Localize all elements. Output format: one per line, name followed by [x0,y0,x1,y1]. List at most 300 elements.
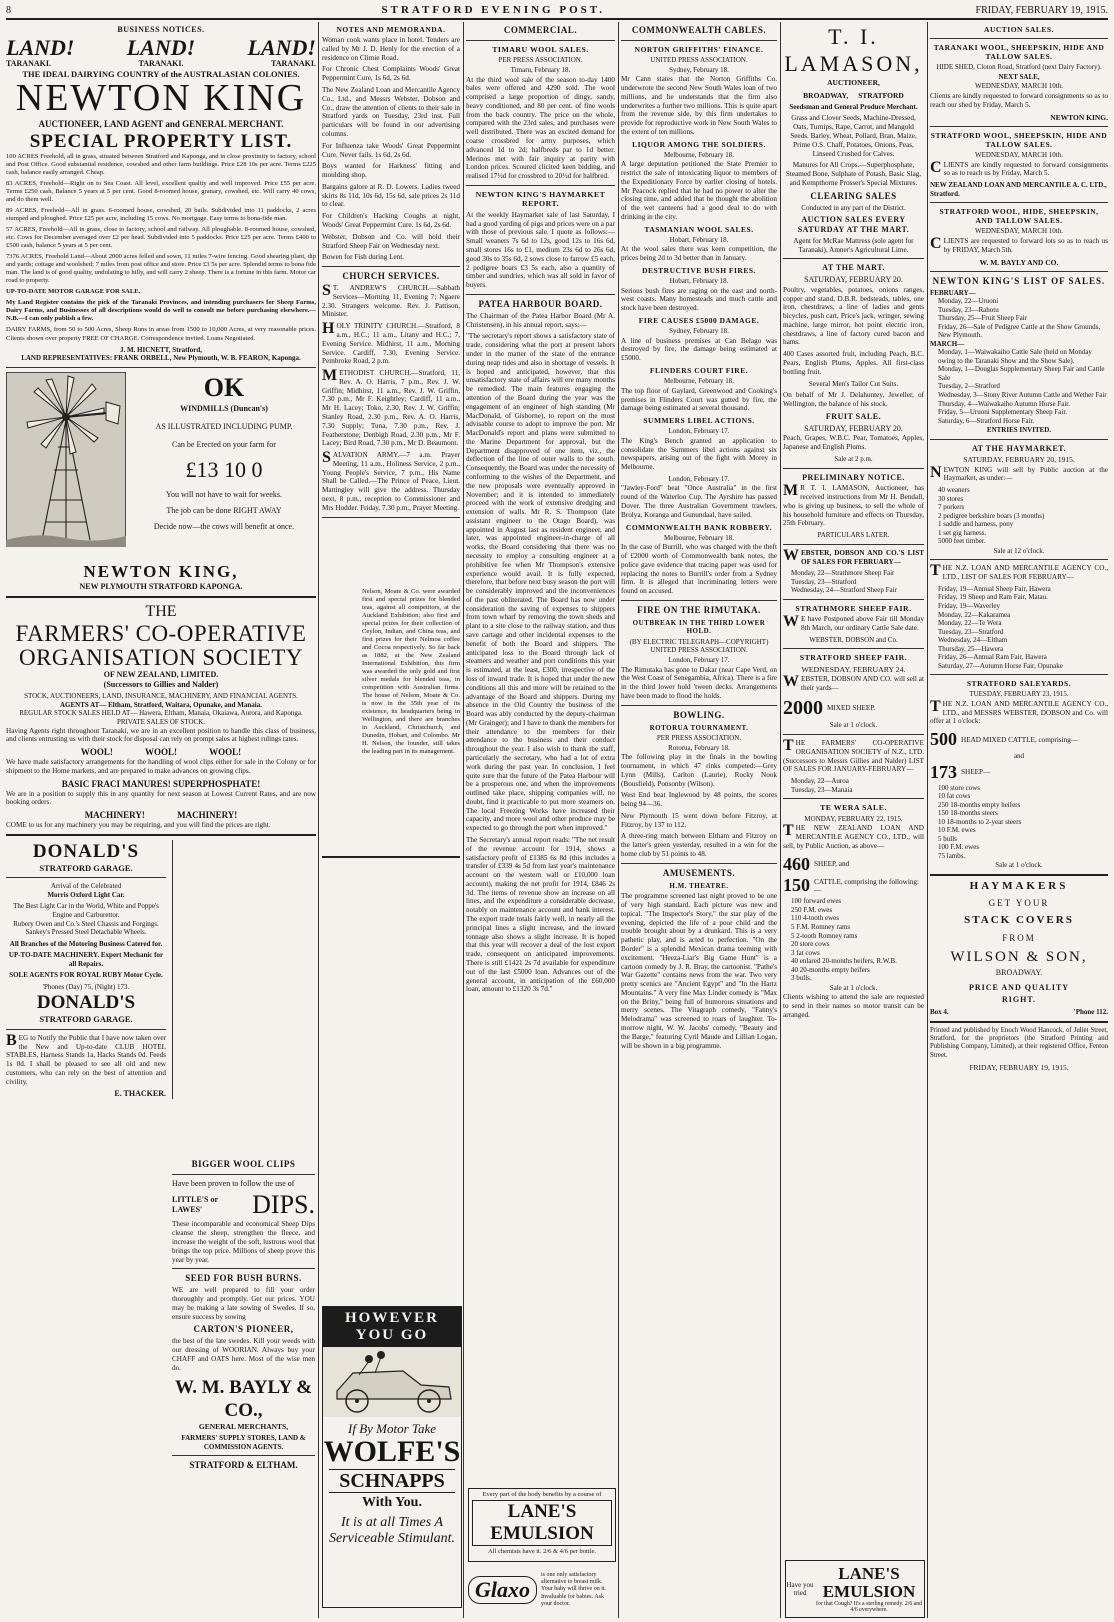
flinders-dateline: Melbourne, February 18. [664,377,734,386]
divider [783,734,924,735]
bush-fires-dateline: Hobart, February 18. [669,277,729,286]
divider [322,517,460,518]
stock-item: 250 F.M. ewes [791,905,833,914]
nk-february-list [930,297,1108,340]
divider [783,599,924,600]
te-wera-body: THE NEW ZEALAND LOAN AND MERCANTILE AGENCY CO., LTD., will sell, by Public Auction, as above— [783,822,924,850]
seed-heading: SEED FOR BUSH BURNS. [185,1273,302,1284]
nelson-notice [322,588,460,757]
column-auction-sales [930,22,1108,1618]
nelson-text: Nelson, Moate & Co. were awarded first and special prizes for blended teas, against all competitors, at the Auckland Exhibition; also first and special prizes for their collection of Ceylon, Indian, and China teas, and first prizes for their Nelmoa coffee and Cocoa respectively. So far back as 1882, at the New Zealand International Exhibition, this firm was awarded the only gold and first silver medals for blended teas, in competition with Australian firms. The house of Nelson, Moate & Co. is now in the 35th year of its existence, its headquarters being in Wellington, and there are branches in Auckland, Christchurch, and Dunedin, Hobart, and Colombo. Mr H. Nelson, the founder, still takes the leading part in its management. [362,587,460,756]
divider [930,126,1108,127]
nk-sales-heading: NEWTON KING'S LIST OF SALES. [932,275,1106,286]
bowling-dateline: Rotorua, February 18. [668,743,730,752]
donalds-line: Arrival of the Celebrated [50,882,122,891]
sale-item: Tuesday, 23—Manaia [791,785,853,794]
bayly-wool-signature: W. M. BAYLY AND CO. [979,257,1059,267]
haymarket-report-body: At the weekly Haymarket sale of last Saturday, I had a good yarding of pigs and prices were on a par with those of previous sale. I quote as follows:—Small weaners 7s 6d to 12s, good 12s to 16s 6d, small stores 16s to £1, medium 23s 6d to 26s 6d, good 30s to 35s 6d, 2 sows close to farrow £5 each, 2 pedigree boars £3 5s each, also a quantity of timber and sundries, which was all sold in favor of buyers. [466,210,615,290]
preliminary-heading: PRELIMINARY NOTICE. [802,472,905,482]
divider [783,798,924,799]
lanes-bottom: All chemists have it. 2/6 & 4/6 per bottle. [488,1548,596,1555]
sale-item: Wednesday, 3—Stony River Autumn Cattle and Wether Fair [938,391,1107,400]
saleyards-time: Sale at 1 o'clock. [995,861,1043,870]
strathmore-heading: STRATHMORE SHEEP FAIR. [795,603,912,613]
divider [6,1029,166,1030]
stock-item: 100 store cows [938,783,980,792]
thacker-signature: E. THACKER. [114,1089,166,1099]
stock-item: 30 stores [938,494,964,503]
auction-sales-heading: AUCTION SALES. [984,25,1054,34]
newton-king-footer: NEWTON KING, [83,561,239,581]
column-rule [780,22,781,1618]
sale-item: Friday, 26—Sale of Pedigree Cattle at the Show Grounds, New Plymouth. [938,322,1101,340]
sale-item: Friday, 19 Sheep and Ram Fair, Matau. [938,593,1048,602]
libel-dateline: London, February 17. [668,427,730,436]
note-item: Bowen for Fish during Lent. [322,253,405,262]
land-word: LAND! [6,34,75,60]
lanes-top: Every part of the body benefits by a course of [482,1491,602,1498]
stock-item: 1 saddle and harness, pony [938,520,1014,529]
agent-signature: J. M. HICNETT, Stratford, [119,345,203,354]
box-number: Box 4. [930,1008,949,1017]
taranaki-sale-body: Clients are kindly requested to forward consignments so as to reach our shed by Friday, March 5. [930,92,1108,109]
divider [466,40,615,41]
stock-item: 2 pedigree berkshire boars (3 months) [938,511,1045,520]
divider [466,294,615,295]
divider [322,266,460,267]
divider [930,271,1108,272]
lanes-emulsion-ad-small [468,1488,616,1562]
machinery-heading: MACHINERY! MACHINERY! [84,810,238,821]
stock-item: 5 bulls [938,834,957,843]
column-cables [621,22,777,1618]
lanes-brand-large: LANE'S EMULSION [822,1564,916,1601]
fcos-sales [783,777,924,794]
bush-fires-body: Serious bush fires are raging on the east and north-west coasts. Many homesteads and much cattle and stock have been destroyed. [621,286,777,313]
sale-item: Tuesday, 2—Stratford [938,382,1000,391]
timaru-body: At the third wool sale of the season to-day 1400 bales were offered and 4290 sold. The wool comprised a large proportion of dingy, sandy, heavy conditioned, and 80 per cent. of fine wools from the back country. The price on the whole, compared with the 23rd sales, and purchases were well distributed. There was an excited demand for coarse crossbred for army purposes, which advanced 1d to 2d; halfbreds par to 1d better. Merinos met with fair inquiry at parity with London prices. Scoured clicited keen bidding, and realised 17½d for crossbred to 20½d for halfbred. [466,75,615,181]
norton-body: Mr Cann states that the Norton Griffiths Co. underwrote the second New South Wales loan of two millions, and he understands that the firm also underwrites a further two millions. This is quite apart from the revenue side, by this firm undertakes to provide for reproductive work in New South Wales to the extent of ten millions. [621,75,777,136]
however-banner: HOWEVER YOU GO [323,1307,461,1347]
saleyards-heading: STRATFORD SALEYARDS. [966,679,1072,689]
windmills-heading: WINDMILLS (Duncan's) [180,404,268,414]
donalds-garage-ad [6,840,166,1099]
clients-transit: Clients wishing to attend the sale are requested to send in their names so motor transit can be arranged. [783,993,924,1019]
stock-item: 110 4-tooth ewes [791,914,839,923]
clearing-sales-heading: CLEARING SALES [810,190,897,201]
haymarket-report-heading: NEWTON KING'S HAYMARKET REPORT. [475,189,606,209]
hide-shed: HIDE SHED, Cloton Road, Stratford (next Dairy Factory). [936,63,1102,72]
nk-march-list [930,348,1108,425]
stock-item: 250 18-months empty heifers [938,800,1021,809]
fcos-the: THE [145,603,177,621]
seed-body: WE are well prepared to fill your order thoroughly and promptly. Get our prices. YOU may be making a late sowing of Swedes. If so, ensure success by sowing [172,1286,315,1321]
ok-heading: OK [203,372,245,402]
liquor-heading: LIQUOR AMONG THE SOLDIERS. [632,139,766,149]
taranaki-word: TARANAKI. [138,58,184,68]
basic-body: We are in a position to supply this in any quantity for next season at Lowest Current Rates, and are now booking orders. [6,789,316,807]
stratford-sheep-fair-heading: STRATFORD SHEEP FAIR. [799,653,908,663]
fire-damage-body: A line of business premises at Can Belago was destroyed by fire, the damage being estimated at £5000. [621,336,777,363]
lamason-role: AUCTIONEER, [827,77,880,87]
bayly-wool-body: CLIENTS are requested to forward lots so as to reach us by FRIDAY, March 5th. [930,234,1108,254]
sale-item: Monday, 1—Waiwakaiho Cattle Sale (held on Monday owing to the Taranaki Show and the Show Sale). [938,348,1092,365]
sale-item: Friday, 26—Annual Ram Fair, Hawera [938,653,1047,662]
preliminary-later: PARTICULARS LATER. [817,531,890,540]
wool-clips-intro: Have been proven to follow the use of [172,1178,295,1188]
masthead [6,2,1108,20]
decide-note: Decide now—the cows will benefit at once. [153,521,295,531]
stock-item: 10 18-months to 2-year steers [938,817,1022,826]
stock-item: 100 F.M. ewes [938,843,980,852]
property-listing: 89 ACRES, Freehold—All in grass. 6-roomed house, cowshed, 20 bails. Subdivided into 11 paddocks, 2 acres stumped and ploughed. Price £25 per acre, including 15 cows. No mortgage. Easy terms to bona-fide man. [6,207,316,223]
page-number: 8 [6,4,11,16]
bayly-wool-date: WEDNESDAY, MARCH 10th. [975,227,1063,236]
newton-king-role: AUCTIONEER, LAND AGENT and GENERAL MERCHANT. [38,118,284,129]
windmill-price: £13 10 0 [185,457,263,483]
bowling-press: PER PRESS ASSOCIATION. [656,734,742,743]
sale-item: Tuesday, 23—Rahotu [938,305,999,314]
nzl-wool-body: CLIENTS are kindly requested to forward consignments so as to reach us by Friday, March 5. [930,158,1108,178]
dips-brand [172,1189,315,1221]
church-entry: HOLY TRINITY CHURCH.—Stratford, 8 a.m., H.C.; 11 a.m., Litany and H.C.; 7, Evening Service. Midhirst, 11 a.m., Morning Service. Cardiff, 7.30, Evening Service. Pembroke Road, 2 p.m. [322,320,460,366]
stock-item: 75 lambs. [938,851,966,860]
sale-item: Friday, 19—Waverley [938,602,1000,610]
te-wera-time: Sale at 1 o'clock. [829,983,878,992]
schnapps-word: SCHNAPPS [329,1469,455,1493]
lanes-brand: LANE'S EMULSION [472,1500,612,1546]
lamason-name: T. I. LAMASON, [784,24,923,76]
sheep-row [930,762,1108,784]
haymarket-list [930,486,1108,546]
phone-number: 'Phone 112. [1073,1008,1108,1017]
divider [783,648,924,649]
note-item: The New Zealand Loan and Mercantile Agency Co., Ltd., and Messrs Webster, Dobson and Co., draw the attention of clients to their sale in Stratford yards on Tuesday, 23rd inst. Full particulars will be found in our advertising columns. [322,86,460,138]
land-banner [6,34,316,60]
sale-item: Monday, 1—Douglas Supplementary Sheep Fair and Cattle Sale [938,365,1105,382]
fcos-regular-sales: REGULAR STOCK SALES HELD AT— Hawera, Eltham, Manaia, Okaiawa, Aurora, and Kaponga. PRIVATE SALES OF STOCK. [19,709,303,726]
divider [172,1174,315,1175]
wool-heading: WOOL! WOOL! WOOL! [80,747,242,758]
bowling-subheading: ROTORUA TOURNAMENT. [649,723,749,732]
fire-damage-dateline: Sydney, February 18. [669,327,729,336]
liquor-dateline: Melbourne, February 18. [664,150,734,159]
mixed-sheep-time: Sale at 1 o'clock. [829,721,878,730]
lower-ads-row [6,840,316,1099]
sale-item: Monday, 22—Strathmore Sheep Fair [791,569,895,578]
libel-heading: SUMMERS LIBEL ACTIONS. [643,416,755,426]
commercial-heading: COMMERCIAL. [503,25,578,35]
stock-item: 20 store cows [791,940,830,949]
rimutaka-telegraph: (BY ELECTRIC TELEGRAPH—COPYRIGHT) UNITED PRESS ASSOCIATION. [629,637,769,655]
garage-heading: STRATFORD GARAGE. [39,863,133,874]
from-word: FROM [1002,932,1036,943]
property-listing: 7376 ACRES, Freehold Land—About 2000 acres felled and sown, 11 miles 7-wire fencing. Good shearing plant, dip and yards; cottage and woolshed; 7 miles from post office and store. Price £3 5s per acre. Splendid terms to bona fide man. The land is of good quality, undulating to hilly, and will carry 2 sheep. There is a fortune in this farm. Motor car road to property. [6,253,316,285]
sheep-count: 173 [930,761,957,782]
donalds-line: Morris Oxford Light Car. [47,890,125,899]
auction-every-saturday: AUCTION SALES EVERY SATURDAY AT THE MART. [797,215,910,234]
tasmanian-dateline: Hobart, February 18. [669,235,729,244]
mixed-sheep-count: 2000 [783,697,823,720]
property-listing: 83 ACRES, Freehold—Right on to Sea Coast. All level, excellent quality and well improved. Price £55 per acre. Terms £250 cash, Balance 5 years at 5 per cent. Good 8-roomed house, granary, cowshed, etc. Will carry 40 cows, and do them well. [6,179,316,204]
saleyards-stock [930,784,1108,861]
dips-word: DIPS. [252,1189,315,1219]
newton-king-name: NEWTON KING [15,76,307,119]
wool-body: We have made satisfactory arrangements for the handling of wool clips either for sale in the Colony or for shipment to the Home markets, and are prepared to make advances on growing clips. [6,758,316,775]
broadway: BROADWAY. [995,968,1043,978]
flinders-heading: FLINDERS COURT FIRE. [649,366,749,376]
ideal-country: THE IDEAL DAIRYING COUNTRY of the AUSTRALASIAN COLONIES. [22,68,300,79]
te-wera-sheep-row [783,854,924,876]
sheep-label: SHEEP— [961,768,991,777]
windmill-illustration [6,372,126,547]
nzl-sales-list: THE N.Z. LOAN AND MERCANTILE AGENCY CO., LTD., LIST OF SALES FOR FEBRUARY— [930,562,1108,582]
stock-item: 5 F.M. Romney rams [791,923,851,932]
church-entry: SALVATION ARMY.—7 a.m. Prayer Meeting, 11 a.m., Holiness Service, 2 p.m., Young People's Service, 7 p.m., His Name Shall be Called.—The Prince of Peace, Lieut. Mattingley will give the address. Thursday next, 8 p.m., reception to Commissioner and Mrs Hodder. Friday, 7.30 p.m., Prayer Meeting. [322,449,460,512]
lamason-goods: Grass and Clover Seeds, Machine-Dressed, Oats, Turnips, Rape, Carrot, and Mangold Seeds. Barley, Wheat, Pollard, Bran, Maize, Prime O.S. Chaff, Potatoes, Onions, Peas, Linseed Crushed for Calves. [790,114,917,158]
bayly-towns: STRATFORD & ELTHAM. [189,1460,298,1471]
windmill-ad [6,372,316,562]
stratford-sheep-fair-body: WEBSTER, DOBSON AND CO. will sell at their yards— [783,673,924,693]
saleyards-date: TUESDAY, FEBRUARY 23, 1915. [969,690,1069,699]
property-listing: 57 ACRES, Freehold—All in grass, close to factory, school and railway. All ploughable. 8-roomed house, cowshed, etc. Cows for December averaged over £2 per head. Subdivided into 5 paddocks. Price £25 per acre. Terms £400 to £500 cash, balance 5 years at 5 per cent. [6,226,316,250]
cattle-count: 500 [930,729,957,750]
divider [930,1021,1108,1023]
united-press: UNITED PRESS ASSOCIATION. [650,56,748,65]
bayly-general: GENERAL MERCHANTS, [198,1421,289,1431]
te-wera-stock [783,897,924,982]
land-representatives: LAND REPRESENTATIVES: FRANK ORBELL, New Plymouth, W. B. FEARON, Kaponga. [21,354,301,363]
patea-para: "The secretary's report shows a satisfactory state of trade, considering what the port at present labors under in the matter of the state of the entrance during neap tides and also in shortage of vessels. It is hoped and anticipated, however, that this unsatisfactory state of affairs will ere many months be remedied. The main features engaging the attention of the Board during the year was the engagement of an engineer of high standing (Mr MacDonald, of Gisborne), to report on the most advisable course to adopt to improve the port. Mr MacDonald's report and plans were submitted to the Marine Department for approval, but the Department disapproved of one item, viz., the deflection of the line of outer walls to the south. Consequently, the Board was under the necessity of conforming to the wishes of the Department, and the new proposals were eventually approved in November; and it is intended to immediately proceed with the work of extensive dredging and extension of walls. Mr R. S. Thompson (late assistant engineer to the Otago Board), was appointed in August last as resident engineer, and later, was appointed engineer-in-charge of all works, the Board considering that there was no necessity to employ a consulting engineer at a prohibitive fee when Mr Thompson's extensive experience would avail. It is fully expected, therefore, that before next busy season the port will be considerably improved and the inconveniences of the past obliterated. The Board has now under consideration the saving of expenses to shippers from town wharf by removing the town sheds and plant to a site close to the railway station, and thus save cartage and other incidental expenses to the benefit of both the Board and shippers. The anticipated loss to the Board through lack of steamers and weather and port conditions this year is estimated, at the least, £300, irrespective of the loss of inward trade. It is hoped that under the new conditions all this and more will be retained to the advantage of the Board and shippers. During my absence in the Old Country the business of the Board was ably conducted by the deputy-chairman (Mr Grainger); and I have to thank the members for their attendance to the members for their attendance to the business and their conduct throughout the year. I also wish to thank the staff, particularly the secretary, who had a lot of extra work during the past year. In conclusion, I feel quite sure that the future of the Patea Harbour will be a prosperous one, and when the improvements outlined take place, shipping companies will, no doubt, find it practicable to put more steamers on. The local Freezing Works have increased their capacity, and more wool and other produce may be expected to go through the port when improved." [466,332,615,833]
divider [930,559,1108,560]
imprint: Printed and published by Enoch Wood Hancock, of Juliet Street, Stratford, for the proprietors (the Stratford Printing and Publishing Company, Limited), at their registered Office, Fenton Street. [930,1026,1108,1059]
preliminary-body: MR T. I. LAMASON, Auctioneer, has received instructions from Mr H. Bendall, who is giving up business, to sell the whole of his household furniture and effects on Thursday, 25th February. [783,482,924,528]
divider [6,877,166,878]
liquor-body: A large deputation petitioned the State Premier to restrict the sale of intoxicating liquor to members of the Expeditionary Force by earlier closing of hotels. Mr Peacock replied that he had no power to alter the closing time, and added that he thought the abolition of the wet canteens had a good deal to do with drinking in the city. [621,160,777,221]
sale-item: Friday, 5—Uruoni Supplementary Sheep Fair. [938,408,1068,417]
amusements-subheading: H.M. THEATRE. [669,881,729,890]
te-wera-date: MONDAY, FEBRUARY 22, 1915. [804,814,903,823]
divider [172,1268,315,1269]
sale-item: Monday, 22—Te Wera [938,619,1002,628]
divider [621,40,777,41]
fruit-sale-time: Sale at 2 p.m. [834,455,873,463]
column-lamason [783,22,924,1618]
mart-delahuntey: On behalf of Mr J. Delahuntey, Jeweller, of Wellington, the balance of his stock. [783,391,924,409]
sale-item: Thursday, 4—Waiwakaiho Autumn Horse Fair. [938,399,1070,408]
wolfes-word: WOLFE'S [323,1435,461,1468]
rimutaka-dateline: London, February 17. [668,655,730,664]
imprint-date: FRIDAY, FEBRUARY 19, 1915. [969,1062,1069,1072]
special-property-list: SPECIAL PROPERTY LIST. [29,130,293,152]
illustrated-note: AS ILLUSTRATED INCLUDING PUMP. [155,422,293,432]
times-line: It is at all Times A Serviceable Stimulant. [329,1515,455,1547]
norton-dateline: Sydney, February 18. [669,65,729,74]
wool-clips-ad [172,1156,315,1618]
church-entry: ST. ANDREW'S CHURCH.—Sabbath Services—Morning 11, Evening 7; Ngaere 2.30. Strangers welcome. Rev. J. Pattison, Minister. [322,282,460,319]
property-listing: My Land Register contains the pick of the Taranaki Provinces, and intending purchasers for Sheep Farms, Dairy Farms, and Businesses of all descriptions would do well to consult me before purchasing elsewhere.—N.B.—I can only publish a few. [6,299,316,323]
te-wera-sheep-label: SHEEP, and [814,860,850,869]
fcos-nz: OF NEW ZEALAND, LIMITED. [103,669,219,679]
column-commercial [466,22,615,1618]
stock-item: 150 18-months steers [938,809,998,818]
donalds-line: Rubery Owen and Co.'s Steel Chassis and Forgings. [13,919,159,928]
note-item: Boys wanted for Harkness' fitting and moulding shop. [322,162,460,180]
done-note: The job can be done RIGHT AWAY [166,505,282,515]
taranaki-word: TARANAKI. [271,58,316,68]
press-assoc: PER PRESS ASSOCIATION. [498,56,583,65]
wait-note: You will not have to wait for weeks. [165,489,283,499]
nzl-sales [930,585,1108,670]
haymarket-time: Sale at 12 o'clock. [993,546,1045,555]
stock-item: 1 set gig harness. [938,528,987,537]
sale-item: Monday, 22—Uruoni [938,297,999,306]
fruit-sale-date: SATURDAY, FEBRUARY 20. [804,423,903,433]
property-listing: UP-TO-DATE MOTOR GARAGE FOR SALE. [6,288,141,296]
bush-fires-heading: DESTRUCTIVE BUSH FIRES. [642,266,756,276]
bowling-para: A three-ring match between Eltham and Fitzroy on the latter's green yesterday, resulted in a win for the home club by 51 points to 48. [621,832,777,858]
divider [322,856,460,858]
patea-heading: PATEA HARBOUR BOARD. [478,298,603,309]
divider [930,202,1108,203]
lamason-address: BROADWAY, STRATFORD [803,90,904,100]
property-listing: 100 ACRES Freehold, all in grass, situated between Stratford and Kaponga, and in close proximity to factory, school and Post Office. Good substantial residence, cowshed and other farm buildings. Price £28 10s per acre. Terms £225 cash, balance easily arranged. Cheap. [6,152,316,176]
mixed-sheep-row [783,696,924,720]
property-listing: DAIRY FARMS, from 50 to 500 Acres, Sheep Runs in areas from 1500 to 10,000 Acres, at very reasonable prices. Clients shown over property FREE OF CHARGE. Correspondence invited. Loans Negotiated. [6,326,316,342]
donalds-phones: 'Phones (Day) 75, (Night) 173. [42,982,130,991]
right-word: RIGHT. [1001,994,1037,1004]
taranaki-sales-heading: TARANAKI WOOL, SHEEPSKIN, HIDE AND TALLOW SALES. [933,43,1105,62]
column-rule [463,22,464,1618]
divider [172,1455,315,1456]
nk-february: FEBRUARY— [930,288,976,297]
donalds-heading-repeat: DONALD'S [36,992,136,1014]
stock-item: 40 enlared 20-months heifers, R.W.B. [791,957,897,966]
stock-item: 100 forward ewes [791,897,842,906]
te-wera-sheep-count: 460 [783,853,810,874]
carton-body: the best of the late swedes. Kill your weeds with our dressing of WOORIAN. Always buy your CHAFF and OATS here. Most of the wise men do. [172,1337,315,1372]
section-heading: BUSINESS NOTICES. [117,25,205,34]
donalds-line: Sankey's Pressed Steel Detachable Wheels. [25,928,147,937]
wilson-son: WILSON & SON, [950,948,1088,965]
saleyards-body: THE N.Z. LOAN AND MERCANTILE AGENCY CO., LTD., and MESSRS WEBSTER, DOBSON and Co. will offer at 1 o'clock: [930,697,1108,726]
stratford-sheep-fair-date: WEDNESDAY, FEBRUARY 24. [801,664,906,674]
stock-item: 5000 feet timber. [938,537,986,546]
jawley-body: "Jawley-Ford" beat "Once Australia" in the first round of the Waterloo Cup. The Ayrshire has passed Dover. The three Australian Government trawlers, Brolya, Koranga and Gunundaal, have sailed. [621,484,777,519]
sale-item: Monday, 22—Auroa [791,777,849,786]
timaru-dateline: Timaru, February 18. [510,66,571,74]
machinery-body: COME to us for any machinery you may be requiring, and you will find the prices are right. [6,821,271,830]
club-hotel-notice: BEG to Notify the Public that I have now taken over the New and Up-to-date CLUB HOTEL STABLES, Harness Stands 1a, Hacks Stands 0d. Feeds 1s 0d. I shall be pleased to see all old and new customers, who can rely on the best of attention and civility. [6,1031,166,1086]
fruit-sale-items: Peach, Grapes, W.B.C. Pear, Tomatoes, Apples, Japanese and English Plums. [783,434,924,452]
clearing-sales-sub: Conducted in any part of the District. [801,203,906,212]
tasmanian-heading: TASMANIAN WOOL SALES. [644,224,754,234]
note-item: For Influenza take Woods' Great Peppermint Cure. Never fails. 1s 6d, 2s 6d. [322,141,460,159]
get-your: GET YOUR [988,898,1050,909]
rimutaka-body: The Rimutaka has gone to Dakar (near Cape Verd, on the West Coast of Senegambia, Africa). There is a fire in the third lower hold 'tween decks. Arrangements have been made to flood the holds. [621,665,777,700]
fcos-body: Having Agents right throughout Taranaki, we are in an excellent position to handle this class of business, and clients entrusting us with their stock for disposal can rely on prompt sales at highest rulings rates. [6,726,316,744]
bank-robbery-body: In the case of Burrill, who was charged with the theft of £2000 worth of Commonwealth bank notes, the police gave evidence that tracing paper was used for replacing the notes to Burrill's order from a Sydney firm. It is alleged that incriminating letters were found on accused. [621,543,777,596]
divider [6,367,316,368]
church-heading: CHURCH SERVICES. [342,271,440,282]
littles-lawes: LITTLE'S or LAWES' [172,1194,218,1214]
motor-car-illustration [323,1347,461,1417]
strathmore-signature: WEBSTER, DOBSON and Co. [809,635,898,644]
bayly-stores: FARMERS' SUPPLY STORES, LAND & COMMISSION AGENTS. [181,1434,306,1451]
fire-damage-heading: FIRE CAUSES £5000 DAMAGE. [638,316,760,326]
stock-item: 40 weaners [938,486,970,495]
divider [783,544,924,545]
mcrae-agent: Agent for McRae Mattress (sole agent for Taranaki), Amner's Agricultural Lime. [793,236,914,254]
with-you: With You. [362,1495,422,1510]
mart-suits: Several Men's Tailor Cut Suits. [808,379,899,388]
divider [6,834,316,836]
sale-item: Wednesday, 24—Stratford Sheep Fair [791,586,897,595]
fruit-sale-heading: FRUIT SALE. [825,411,882,421]
divider [621,600,777,601]
column-rule [318,22,319,1618]
donalds-heading: DONALD'S [32,840,140,862]
mart-fruit: 400 Cases assorted fruit, including Peach, B.C. Pears, English Plums, Apples. All first-class bottling fruit. [783,350,924,376]
garage-heading-repeat: STRATFORD GARAGE. [39,1014,133,1025]
sale-item: Thursday, 25—Fruit Sheep Fair [938,314,1027,323]
rimutaka-heading: FIRE ON THE RIMUTAKA. [637,604,761,615]
church-entry: METHODIST CHURCH.—Stratford, 11, Rev. A. O. Harris, 7 p.m., Rev. J. W. Griffin; Midhirst, 11 a.m., Rev. J. W. Griffin, 7.30 p.m., Mr F. Keightley; Cardiff, 11 a.m., Mr H. Lacey; Toko, 2.30, Rev. J. W. Griffin; Stanley Road, 2.30 p.m., Rev. A. O. Harris, 7.30 Supply; Tuna, 7.30 p.m., Rev. J. Featherstone; Denbigh Road, 2.30 p.m., Mr F. Lacey; Bird Road, 7.30 p.m., Mr D. Beaumont. [322,367,460,448]
flinders-body: The top floor of Gaylard, Greenwood and Cooking's premises in Flinders Court was gutted by fire, the damage being estimated at several thousand. [621,386,777,413]
tasmanian-body: At the wool sales there was keen competition, the prices being 2d to 3d better than in January. [621,245,777,263]
strathmore-body: WE have Postponed above Fair till Monday 8th March, our ordinary Cattle Sale date. [783,613,924,633]
glaxo-brand: Glaxo [468,1576,537,1604]
glaxo-ad [468,1564,614,1616]
column-rule [618,22,619,1618]
note-item: Bargains galore at R. D. Lowers. Ladies tweed skirts 8s 11d, 10s 6d, 15s 6d, sale prices 2s 11d to clear. [322,182,460,209]
nzl-wool-heading: STRATFORD WOOL, SHEEPSKIN, HIDE AND TALLOW SALES. [930,130,1108,149]
te-wera-cattle-row [783,875,924,897]
note-item: Webster, Dobson and Co. will hold their Stratford Sheep Fair on Wednesday next. [322,232,460,250]
donalds-line: SOLE AGENTS FOR ROYAL RUBY Motor Cycle. [9,971,163,980]
stack-covers: STACK COVERS [964,914,1074,927]
mart-date: SATURDAY, FEBRUARY 20. [804,275,903,285]
stock-item: 7 porkers [938,503,965,512]
haymakers-heading: HAYMAKERS [969,880,1069,893]
stock-item: 10 fat cows [938,792,971,801]
dips-body: These incomparable and economical Sheep Dips cleanse the sheep, strengthen the fleece, and increase the weight of the soft, lustrous wool that brings the top price. Millions of sheep prove this year by year. [172,1220,315,1264]
te-wera-heading: TE WERA SALE. [820,803,887,813]
mart-items: Poultry, vegetables, potatoes, onions ranges, copper and stand, D.B.R. bedsteads, tables, one iron, chestdraws, a line of ladies and gents bicycles, push cart, Price's jack, wringer, sewing machine, large mirror, hot point electric iron, chestdraws, a line of factory cured bacon and hams. [783,285,924,347]
stock-item: 3 fat cows [791,948,820,957]
and-word: and [1013,752,1025,761]
jawley-dateline: London, February 17. [668,474,730,483]
fcos-agents: AGENTS AT— Eltham, Stratford, Waitara, Opunake, and Manaia. [60,700,262,709]
cables-heading: COMMONWEALTH CABLES. [631,25,767,35]
motor-line: If By Motor Take [348,1421,436,1436]
lamason-manures: Manures for All Crops.—Superphosphate, Steamed Bone, Sulphate of Potash, Basic Slag, and Kempthorne Prosser's Special Mixtures. [785,161,922,187]
sale-item: Thursday, 25—Hawera [938,644,1004,653]
sale-item: Saturday, 27—Autumn Horse Fair, Opunake [938,661,1063,670]
te-wera-cattle-count: 150 [783,875,810,896]
divider [930,674,1108,675]
note-item: Woman cook wants place in hotel. Tenders are called by Mr J. D. Henly for the erection of a residence on Climie Road. [322,36,460,62]
newspaper-title: STRATFORD EVENING POST. [381,4,606,16]
taranaki-row [6,59,316,69]
webster-dobson-sales [783,569,924,595]
cattle-row [930,729,1108,751]
nk-march: MARCH— [930,339,965,348]
column-rule [927,22,928,1618]
glaxo-note: is one only satisfactory alternative to breast milk. Your baby will thrive on it. Invaluable for babies. Ask your doctor. [541,1572,607,1607]
sale-item: Monday, 22—Kakaramea [938,610,1011,619]
sale-item: Tuesday, 23—Stratford [791,577,857,586]
